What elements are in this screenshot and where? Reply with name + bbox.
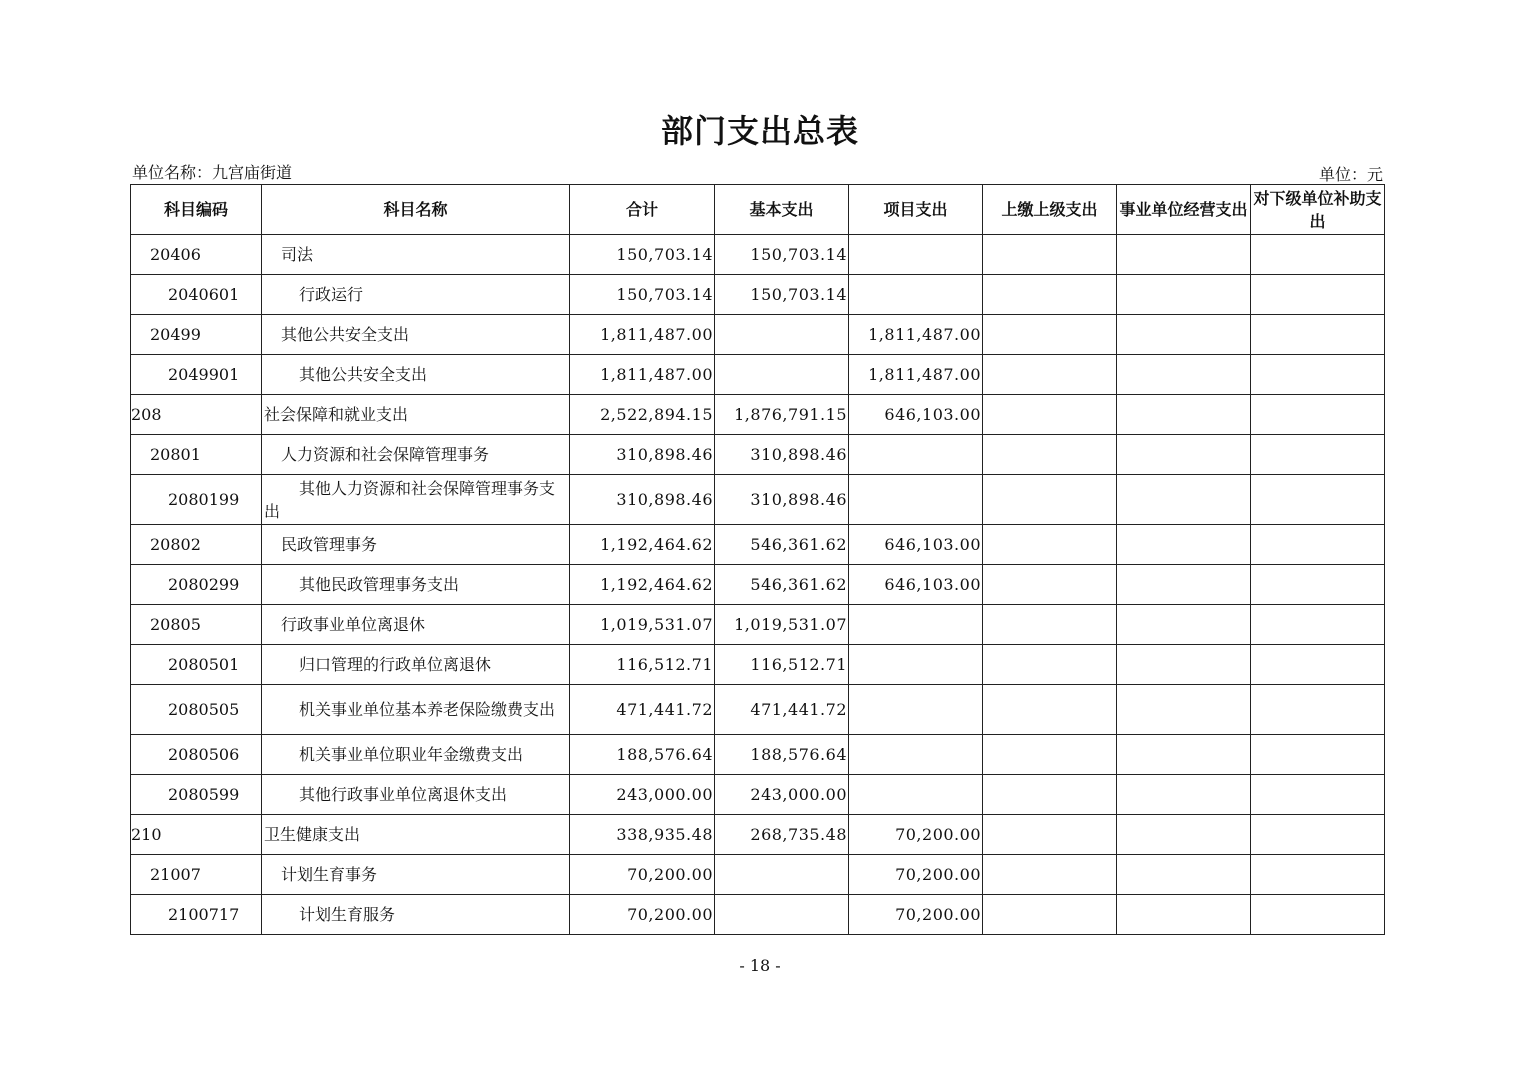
- currency-unit-label: 单位：元: [1318, 165, 1383, 184]
- cell-project: [849, 435, 983, 475]
- cell-upper: [983, 525, 1117, 565]
- cell-subsidy: [1251, 525, 1385, 565]
- cell-code: 21007: [131, 855, 262, 895]
- cell-upper: [983, 435, 1117, 475]
- cell-name-text: 其他人力资源和社会保障管理事务支出: [264, 478, 556, 521]
- cell-business: [1117, 815, 1251, 855]
- cell-subsidy: [1251, 275, 1385, 315]
- cell-name-text: 其他公共安全支出: [281, 325, 410, 344]
- cell-subsidy: [1251, 855, 1385, 895]
- cell-project: [849, 475, 983, 525]
- header-upper: 上缴上级支出: [983, 185, 1117, 235]
- cell-name: [262, 315, 570, 355]
- cell-name: [262, 775, 570, 815]
- cell-basic: 546,361.62: [715, 525, 849, 565]
- cell-total: 1,811,487.00: [570, 355, 715, 395]
- table-row: [131, 605, 1385, 645]
- cell-upper: [983, 565, 1117, 605]
- cell-code: 20801: [131, 435, 262, 475]
- table-row: [131, 775, 1385, 815]
- cell-total: 70,200.00: [570, 895, 715, 935]
- cell-upper: [983, 475, 1117, 525]
- cell-business: [1117, 235, 1251, 275]
- table-row: [131, 685, 1385, 735]
- cell-name: [262, 435, 570, 475]
- cell-project: 646,103.00: [849, 565, 983, 605]
- cell-upper: [983, 855, 1117, 895]
- cell-name-text: 计划生育服务: [299, 905, 396, 924]
- cell-subsidy: [1251, 685, 1385, 735]
- cell-total: 2,522,894.15: [570, 395, 715, 435]
- cell-code: 2040601: [131, 275, 262, 315]
- cell-code: 20802: [131, 525, 262, 565]
- cell-business: [1117, 775, 1251, 815]
- cell-subsidy: [1251, 775, 1385, 815]
- table-row: [131, 275, 1385, 315]
- table-row: [131, 525, 1385, 565]
- table-row: [131, 565, 1385, 605]
- cell-project: [849, 735, 983, 775]
- cell-name-text: 卫生健康支出: [264, 825, 361, 844]
- cell-total: 70,200.00: [570, 855, 715, 895]
- cell-name: [262, 735, 570, 775]
- cell-subsidy: [1251, 315, 1385, 355]
- cell-name-text: 司法: [281, 245, 314, 264]
- cell-project: [849, 685, 983, 735]
- cell-basic: [715, 315, 849, 355]
- header-subsidy: 对下级单位补助支出: [1251, 185, 1385, 235]
- cell-business: [1117, 395, 1251, 435]
- cell-code: 210: [131, 815, 262, 855]
- expenditure-table: [130, 184, 1385, 935]
- cell-basic: 268,735.48: [715, 815, 849, 855]
- cell-project: 70,200.00: [849, 895, 983, 935]
- cell-total: 150,703.14: [570, 275, 715, 315]
- cell-upper: [983, 395, 1117, 435]
- cell-name: [262, 605, 570, 645]
- cell-business: [1117, 275, 1251, 315]
- cell-name-text: 其他民政管理事务支出: [299, 575, 460, 594]
- cell-project: [849, 275, 983, 315]
- cell-total: 471,441.72: [570, 685, 715, 735]
- cell-basic: 471,441.72: [715, 685, 849, 735]
- cell-business: [1117, 895, 1251, 935]
- cell-code: 20499: [131, 315, 262, 355]
- cell-project: [849, 235, 983, 275]
- cell-basic: [715, 855, 849, 895]
- header-code: 科目编码: [131, 185, 262, 235]
- cell-upper: [983, 735, 1117, 775]
- cell-name-text: 其他公共安全支出: [299, 365, 428, 384]
- cell-name: [262, 475, 570, 525]
- cell-subsidy: [1251, 895, 1385, 935]
- cell-basic: 310,898.46: [715, 475, 849, 525]
- cell-business: [1117, 685, 1251, 735]
- cell-total: 310,898.46: [570, 435, 715, 475]
- cell-name-text: 人力资源和社会保障管理事务: [281, 445, 490, 464]
- cell-project: 646,103.00: [849, 525, 983, 565]
- cell-name: [262, 645, 570, 685]
- header-project: 项目支出: [849, 185, 983, 235]
- cell-basic: 1,876,791.15: [715, 395, 849, 435]
- cell-upper: [983, 235, 1117, 275]
- cell-basic: 150,703.14: [715, 235, 849, 275]
- table-row: [131, 475, 1385, 525]
- cell-upper: [983, 275, 1117, 315]
- cell-business: [1117, 435, 1251, 475]
- cell-subsidy: [1251, 395, 1385, 435]
- page-title: 部门支出总表: [660, 112, 859, 150]
- table-row: [131, 895, 1385, 935]
- cell-code: 2080599: [131, 775, 262, 815]
- cell-name-text: 计划生育事务: [281, 865, 378, 884]
- cell-upper: [983, 605, 1117, 645]
- cell-name: [262, 355, 570, 395]
- cell-subsidy: [1251, 645, 1385, 685]
- cell-business: [1117, 735, 1251, 775]
- cell-name: [262, 395, 570, 435]
- cell-total: 150,703.14: [570, 235, 715, 275]
- cell-basic: 310,898.46: [715, 435, 849, 475]
- cell-subsidy: [1251, 235, 1385, 275]
- cell-name: [262, 525, 570, 565]
- cell-project: [849, 605, 983, 645]
- cell-project: 70,200.00: [849, 855, 983, 895]
- cell-code: 20805: [131, 605, 262, 645]
- cell-subsidy: [1251, 565, 1385, 605]
- cell-total: 1,811,487.00: [570, 315, 715, 355]
- table-row: [131, 355, 1385, 395]
- cell-upper: [983, 815, 1117, 855]
- cell-total: 338,935.48: [570, 815, 715, 855]
- cell-code: 2080299: [131, 565, 262, 605]
- cell-project: 1,811,487.00: [849, 355, 983, 395]
- cell-business: [1117, 525, 1251, 565]
- cell-basic: 1,019,531.07: [715, 605, 849, 645]
- cell-code: 208: [131, 395, 262, 435]
- cell-code: 2080501: [131, 645, 262, 685]
- header-name: 科目名称: [262, 185, 570, 235]
- cell-basic: [715, 355, 849, 395]
- cell-total: 1,019,531.07: [570, 605, 715, 645]
- cell-name-text: 行政运行: [299, 285, 364, 304]
- cell-total: 310,898.46: [570, 475, 715, 525]
- header-basic: 基本支出: [715, 185, 849, 235]
- cell-upper: [983, 355, 1117, 395]
- cell-name: [262, 565, 570, 605]
- cell-total: 116,512.71: [570, 645, 715, 685]
- table-row: [131, 315, 1385, 355]
- cell-total: 188,576.64: [570, 735, 715, 775]
- cell-name: [262, 895, 570, 935]
- table-header-row: [131, 185, 1385, 235]
- table-row: [131, 235, 1385, 275]
- cell-subsidy: [1251, 815, 1385, 855]
- table-row: [131, 855, 1385, 895]
- cell-basic: 150,703.14: [715, 275, 849, 315]
- cell-project: 1,811,487.00: [849, 315, 983, 355]
- cell-code: 20406: [131, 235, 262, 275]
- cell-project: [849, 775, 983, 815]
- cell-upper: [983, 775, 1117, 815]
- cell-business: [1117, 605, 1251, 645]
- cell-name-text: 行政事业单位离退休: [281, 615, 426, 634]
- cell-project: [849, 645, 983, 685]
- cell-name-text: 归口管理的行政单位离退休: [299, 655, 492, 674]
- cell-name-text: 民政管理事务: [281, 535, 378, 554]
- cell-name-text: 机关事业单位职业年金缴费支出: [299, 745, 524, 764]
- cell-project: 70,200.00: [849, 815, 983, 855]
- cell-business: [1117, 855, 1251, 895]
- cell-name: [262, 685, 570, 735]
- cell-upper: [983, 895, 1117, 935]
- cell-subsidy: [1251, 475, 1385, 525]
- header-total: 合计: [570, 185, 715, 235]
- cell-total: 1,192,464.62: [570, 525, 715, 565]
- cell-name: [262, 235, 570, 275]
- cell-business: [1117, 475, 1251, 525]
- cell-subsidy: [1251, 735, 1385, 775]
- cell-subsidy: [1251, 355, 1385, 395]
- table-row: [131, 395, 1385, 435]
- table-row: [131, 435, 1385, 475]
- table-row: [131, 735, 1385, 775]
- page-number: - 18 -: [739, 956, 781, 975]
- cell-basic: [715, 895, 849, 935]
- cell-upper: [983, 685, 1117, 735]
- cell-basic: 546,361.62: [715, 565, 849, 605]
- unit-name-label: 单位名称：九宫庙街道: [132, 163, 293, 182]
- cell-subsidy: [1251, 435, 1385, 475]
- table-body: [131, 235, 1385, 935]
- cell-name: [262, 855, 570, 895]
- cell-project: 646,103.00: [849, 395, 983, 435]
- cell-code: 2080199: [131, 475, 262, 525]
- cell-upper: [983, 645, 1117, 685]
- cell-business: [1117, 315, 1251, 355]
- header-business: 事业单位经营支出: [1117, 185, 1251, 235]
- table-row: [131, 815, 1385, 855]
- cell-total: 243,000.00: [570, 775, 715, 815]
- cell-basic: 243,000.00: [715, 775, 849, 815]
- cell-code: 2100717: [131, 895, 262, 935]
- table-row: [131, 645, 1385, 685]
- cell-name: [262, 815, 570, 855]
- cell-subsidy: [1251, 605, 1385, 645]
- cell-code: 2080506: [131, 735, 262, 775]
- cell-business: [1117, 565, 1251, 605]
- cell-upper: [983, 315, 1117, 355]
- cell-name: [262, 275, 570, 315]
- cell-business: [1117, 355, 1251, 395]
- cell-total: 1,192,464.62: [570, 565, 715, 605]
- cell-business: [1117, 645, 1251, 685]
- cell-name-text: 其他行政事业单位离退休支出: [299, 785, 508, 804]
- cell-basic: 188,576.64: [715, 735, 849, 775]
- cell-code: 2080505: [131, 685, 262, 735]
- cell-name-text: 社会保障和就业支出: [264, 405, 409, 424]
- cell-basic: 116,512.71: [715, 645, 849, 685]
- cell-code: 2049901: [131, 355, 262, 395]
- cell-name-text: 机关事业单位基本养老保险缴费支出: [299, 700, 556, 719]
